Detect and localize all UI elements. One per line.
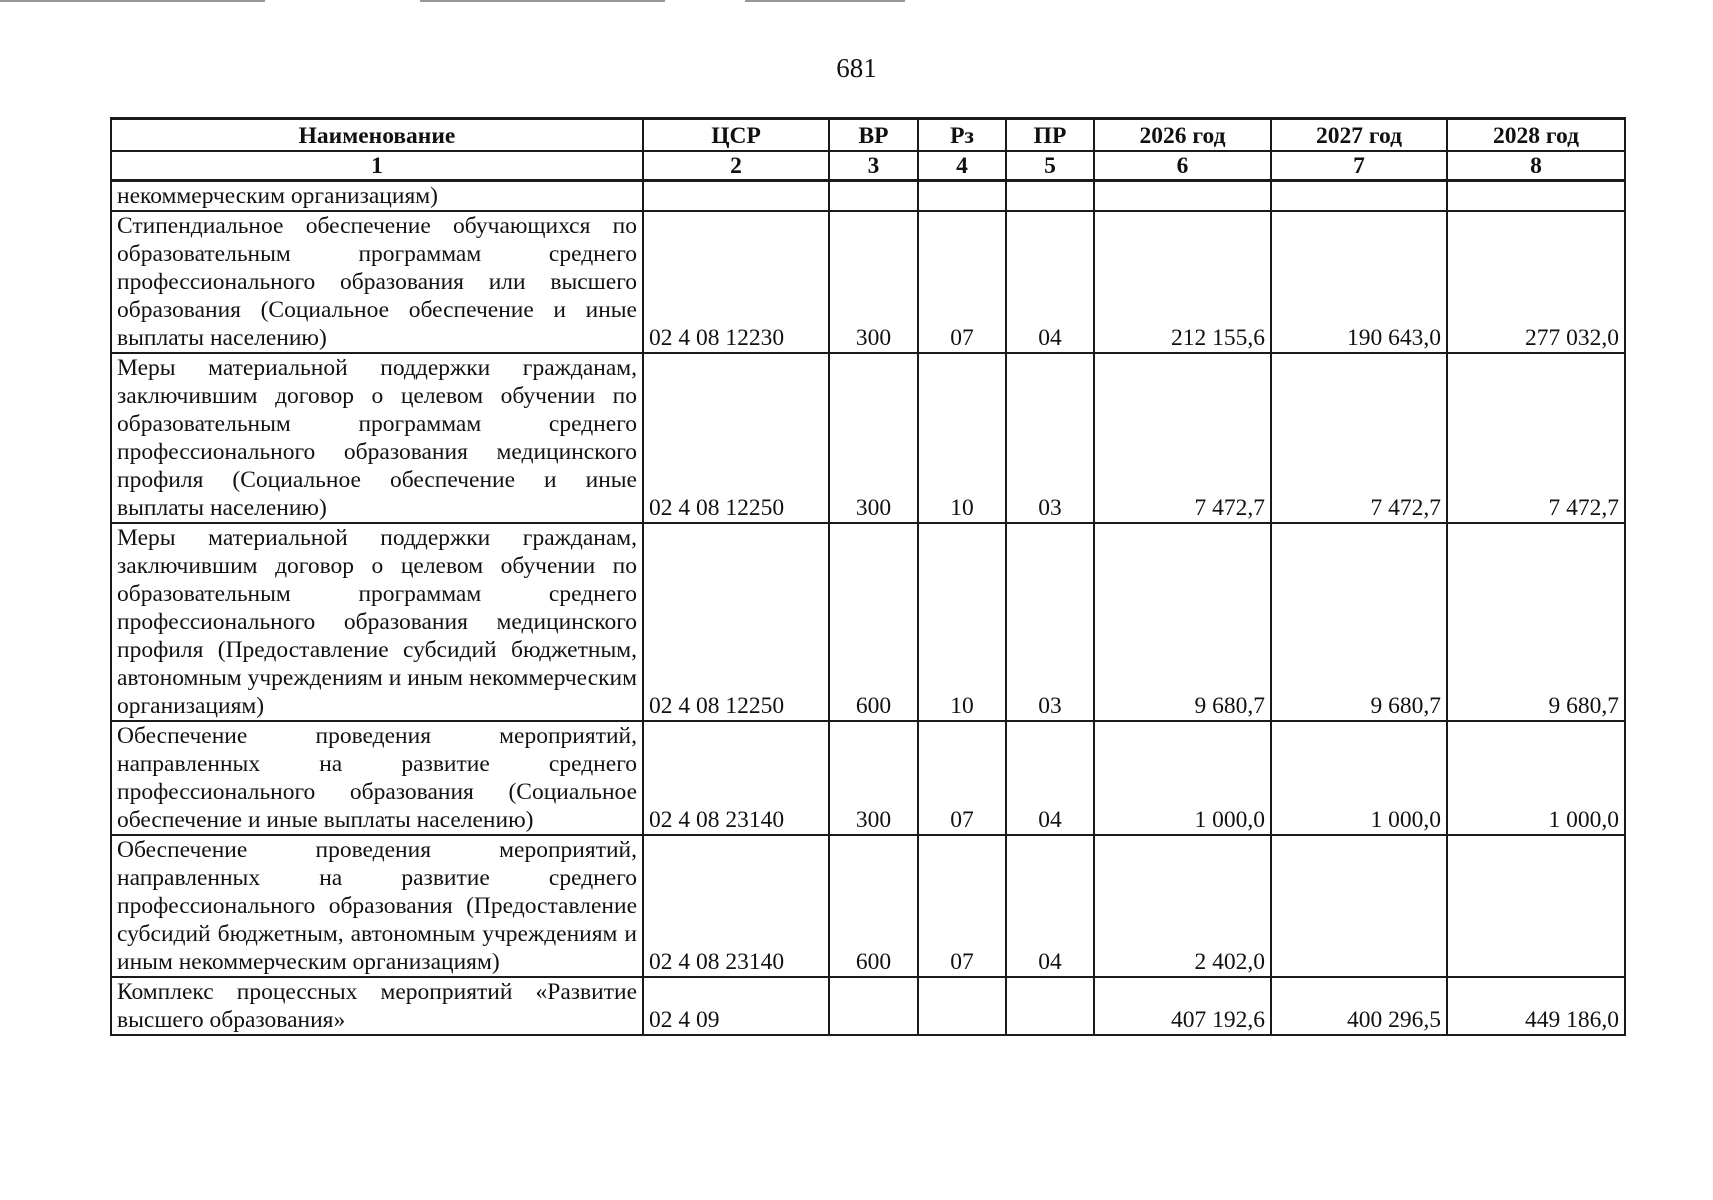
row-2027: [1271, 835, 1447, 977]
row-pr: 04: [1006, 721, 1094, 835]
column-number: 6: [1094, 151, 1271, 181]
table-row: [111, 977, 1625, 1035]
row-name: Обеспечение проведения мероприятий, направленных на развитие среднего профессионального образования (Предоставление субсидий бюджетным, автономным учреждениям и иным некоммерческим организациям): [111, 835, 643, 977]
column-number: 2: [643, 151, 829, 181]
column-header-2027: 2027 год: [1271, 119, 1447, 152]
page-number: 681: [836, 53, 877, 83]
row-pr: 04: [1006, 835, 1094, 977]
row-rz: 10: [918, 523, 1006, 721]
column-header-2028: 2028 год: [1447, 119, 1625, 152]
table-row: [111, 835, 1625, 977]
row-2028: 1 000,0: [1447, 721, 1625, 835]
row-csr: 02 4 08 12230: [643, 211, 829, 353]
row-2028: 7 472,7: [1447, 353, 1625, 523]
row-name: Меры материальной поддержки гражданам, заключившим договор о целевом обучении по образовательным программам среднего профессионального образования медицинского профиля (Предоставление субсидий бюджетным, автономным учреждениям и иным некоммерческим организациям): [111, 523, 643, 721]
row-csr: [643, 181, 829, 212]
column-header-rz: Рз: [918, 119, 1006, 152]
row-pr: 03: [1006, 353, 1094, 523]
row-vr: 300: [829, 353, 918, 523]
row-csr: 02 4 08 12250: [643, 523, 829, 721]
row-name: некоммерческим организациям): [111, 181, 643, 212]
column-header-vr: ВР: [829, 119, 918, 152]
row-2027: 190 643,0: [1271, 211, 1447, 353]
column-number: 8: [1447, 151, 1625, 181]
row-2026: 1 000,0: [1094, 721, 1271, 835]
row-vr: 600: [829, 523, 918, 721]
row-rz: [918, 181, 1006, 212]
row-2026: 212 155,6: [1094, 211, 1271, 353]
table-row: [111, 353, 1625, 523]
row-2028: 449 186,0: [1447, 977, 1625, 1035]
row-vr: [829, 181, 918, 212]
row-rz: 07: [918, 721, 1006, 835]
column-number-row: [111, 151, 1625, 181]
header-row: [111, 119, 1625, 152]
row-pr: [1006, 181, 1094, 212]
row-vr: [829, 977, 918, 1035]
scan-artifact-line: [420, 0, 665, 2]
row-csr: 02 4 08 23140: [643, 835, 829, 977]
row-2028: [1447, 835, 1625, 977]
row-rz: [918, 977, 1006, 1035]
row-2026: 7 472,7: [1094, 353, 1271, 523]
row-2026: 2 402,0: [1094, 835, 1271, 977]
row-name: Обеспечение проведения мероприятий, направленных на развитие среднего профессионального образования (Социальное обеспечение и иные выплаты населению): [111, 721, 643, 835]
table-row: [111, 523, 1625, 721]
row-2027: 400 296,5: [1271, 977, 1447, 1035]
row-name: Комплекс процессных мероприятий «Развитие высшего образования»: [111, 977, 643, 1035]
column-number: 4: [918, 151, 1006, 181]
scan-artifact-line: [745, 0, 905, 2]
row-pr: 03: [1006, 523, 1094, 721]
row-csr: 02 4 08 12250: [643, 353, 829, 523]
column-number: 7: [1271, 151, 1447, 181]
row-2028: [1447, 181, 1625, 212]
row-pr: [1006, 977, 1094, 1035]
row-2027: 1 000,0: [1271, 721, 1447, 835]
row-vr: 600: [829, 835, 918, 977]
table-row: [111, 211, 1625, 353]
column-header-name: Наименование: [111, 119, 643, 152]
column-header-2026: 2026 год: [1094, 119, 1271, 152]
column-header-pr: ПР: [1006, 119, 1094, 152]
row-rz: 07: [918, 211, 1006, 353]
table-row: [111, 721, 1625, 835]
column-header-csr: ЦСР: [643, 119, 829, 152]
row-name: Меры материальной поддержки гражданам, заключившим договор о целевом обучении по образовательным программам среднего профессионального образования медицинского профиля (Социальное обеспечение и иные выплаты населению): [111, 353, 643, 523]
row-2027: 7 472,7: [1271, 353, 1447, 523]
row-2026: [1094, 181, 1271, 212]
row-2028: 277 032,0: [1447, 211, 1625, 353]
row-vr: 300: [829, 721, 918, 835]
row-2027: [1271, 181, 1447, 212]
row-rz: 07: [918, 835, 1006, 977]
column-number: 1: [111, 151, 643, 181]
table-row: [111, 181, 1625, 212]
row-2028: 9 680,7: [1447, 523, 1625, 721]
column-number: 5: [1006, 151, 1094, 181]
row-2026: 9 680,7: [1094, 523, 1271, 721]
row-2026: 407 192,6: [1094, 977, 1271, 1035]
row-vr: 300: [829, 211, 918, 353]
row-name: Стипендиальное обеспечение обучающихся по образовательным программам среднего профессионального образования или высшего образования (Социальное обеспечение и иные выплаты населению): [111, 211, 643, 353]
budget-table: [110, 117, 1626, 1036]
scan-artifact-line: [0, 0, 265, 2]
row-pr: 04: [1006, 211, 1094, 353]
row-2027: 9 680,7: [1271, 523, 1447, 721]
row-csr: 02 4 09: [643, 977, 829, 1035]
row-rz: 10: [918, 353, 1006, 523]
row-csr: 02 4 08 23140: [643, 721, 829, 835]
column-number: 3: [829, 151, 918, 181]
